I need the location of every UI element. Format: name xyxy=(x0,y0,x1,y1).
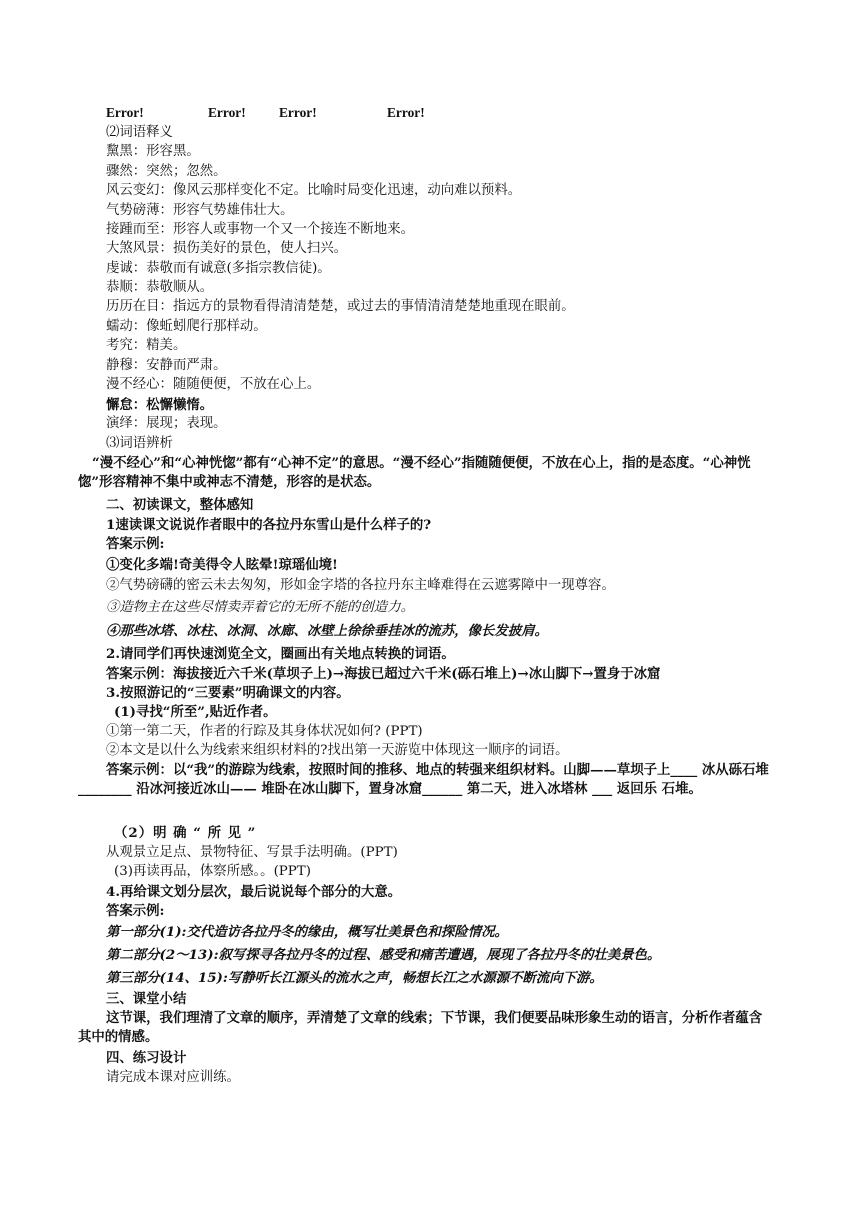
question-3: 3.按照游记的“三要素”明确课文的内容。 xyxy=(106,685,350,701)
question-1: 1速读课文说说作者眼中的各拉丹东雪山是什么样子的? xyxy=(106,517,432,533)
answer-item: ③造物主在这些尽情卖弄着它的无所不能的创造力。 xyxy=(106,600,414,615)
section-heading: 二、初读课文，整体感知 xyxy=(106,497,254,513)
question-2: 2.请同学们再快速浏览全文，圈画出有关地点转换的词语。 xyxy=(106,646,455,662)
vocab-item: 蠕动：像蚯蚓爬行那样动。 xyxy=(106,319,267,334)
vocab-item: 恭顺：恭敬顺从。 xyxy=(106,280,214,295)
vocab-item: 考究：精美。 xyxy=(106,338,187,353)
vocab-item: 接踵而至：形容人或事物一个又一个接连不断地来。 xyxy=(106,222,414,237)
question-3-3: (3)再读再品，体察所感。。(PPT) xyxy=(114,864,311,879)
answer-item: 第一部分(1):交代造访各拉丹冬的缘由，概写壮美景色和探险情况。 xyxy=(106,924,508,940)
answer-text: ①变化多端!奇美得令人眩晕!琼瑶仙境! xyxy=(106,557,338,573)
answer-label: 答案示例: xyxy=(106,536,165,552)
question-3-1-item: ②本文是以什么为线索来组织材料的?找出第一天游览中体现这一顺序的词语。 xyxy=(106,743,569,758)
answer-3-paragraph: 答案示例：以“我”的游踪为线索，按照时间的推移、地点的转强来组织材料。山脚——草坝子上____ 冰从砾石堆 ________ 沿冰河接近冰山—— 堆卧在冰山脚下，置身冰窟______ 第二天，进入冰塔林 ___ 返回乐 石堆。 xyxy=(78,762,769,797)
summary-paragraph: 这节课，我们理清了文章的顺序，弄清楚了文章的线索；下节课，我们便要品味形象生动的语言，分析作者蕴含其中的情感。 xyxy=(78,1010,763,1045)
vocab-item: 黧黑：形容黑。 xyxy=(106,144,200,159)
vocab-item: 大煞风景：损伤美好的景色，使人扫兴。 xyxy=(106,241,348,256)
question-4: 4.再给课文划分层次，最后说说每个部分的大意。 xyxy=(106,884,402,900)
error-text: Error! xyxy=(387,105,425,120)
vocab-item: 演绎：展现；表现。 xyxy=(106,416,227,431)
exercise-text: 请完成本课对应训练。 xyxy=(106,1070,240,1085)
error-text: Error! xyxy=(279,105,317,120)
vocab-item: 气势磅薄：形容气势雄伟壮大。 xyxy=(106,203,294,218)
vocab-title: ⑵词语释义 xyxy=(106,125,173,140)
vocab-item: 风云变幻：像风云那样变化不定。比喻时局变化迅速，动向难以预料。 xyxy=(106,183,522,198)
vocab-item: 懈怠：松懈懒惰。 xyxy=(106,397,214,413)
question-3-2: （2）明 确 “ 所 见 ” xyxy=(114,825,257,841)
answer-item: ②气势磅礴的密云未去匆匆，形如金字塔的各拉丹东主峰难得在云遮雾障中一现尊容。 xyxy=(106,578,615,593)
error-text: Error! xyxy=(208,105,246,120)
error-text: Error! xyxy=(106,105,144,120)
answer-label: 答案示例: xyxy=(106,903,165,919)
section-heading: 四、练习设计 xyxy=(106,1050,187,1066)
distinguish-paragraph: “漫不经心”和“心神恍惚”都有“心神不定”的意思。“漫不经心”指随随便便，不放在心上，指的是态度。“心神恍惚”形容精神不集中或神志不清楚，形容的是状态。 xyxy=(78,455,751,490)
answer-item: 第三部分(14、15):写静听长江源头的流水之声，畅想长江之水源源不断流向下游。 xyxy=(106,970,603,986)
vocab-item: 漫不经心：随随便便，不放在心上。 xyxy=(106,377,321,392)
answer-item: 第二部分(2〜13):叙写探寻各拉丹冬的过程、感受和痛苦遭遇，展现了各拉丹冬的壮美景色。 xyxy=(106,947,661,963)
answer-2: 答案示例：海拔接近六千米(草坝子上)→海拔已超过六千米(砾石堆上)→冰山脚下→置身于冰窟 xyxy=(106,666,661,682)
answer-item xyxy=(106,556,338,575)
question-3-2-text: 从观景立足点、景物特征、写景手法明确。(PPT) xyxy=(106,845,398,860)
distinguish-title: ⑶词语辨析 xyxy=(106,436,173,451)
question-3-1-item: ①第一第二天，作者的行踪及其身体状况如何? (PPT) xyxy=(106,724,423,739)
vocab-item: 静穆：安静而严肃。 xyxy=(106,358,227,373)
answer-item: ④那些冰塔、冰柱、冰洞、冰廊、冰壁上徐徐垂挂冰的流苏，像长发披肩。 xyxy=(106,623,548,639)
vocab-item: 历历在目：指远方的景物看得清清楚楚，或过去的事情清清楚楚地重现在眼前。 xyxy=(106,299,575,314)
question-3-1: (1)寻找“所至”,贴近作者。 xyxy=(114,704,277,720)
vocab-item: 骤然：突然；忽然。 xyxy=(106,164,227,179)
vocab-item: 虔诚：恭敬而有诚意(多指宗教信徒)。 xyxy=(106,261,331,276)
section-heading: 三、课堂小结 xyxy=(106,991,187,1007)
